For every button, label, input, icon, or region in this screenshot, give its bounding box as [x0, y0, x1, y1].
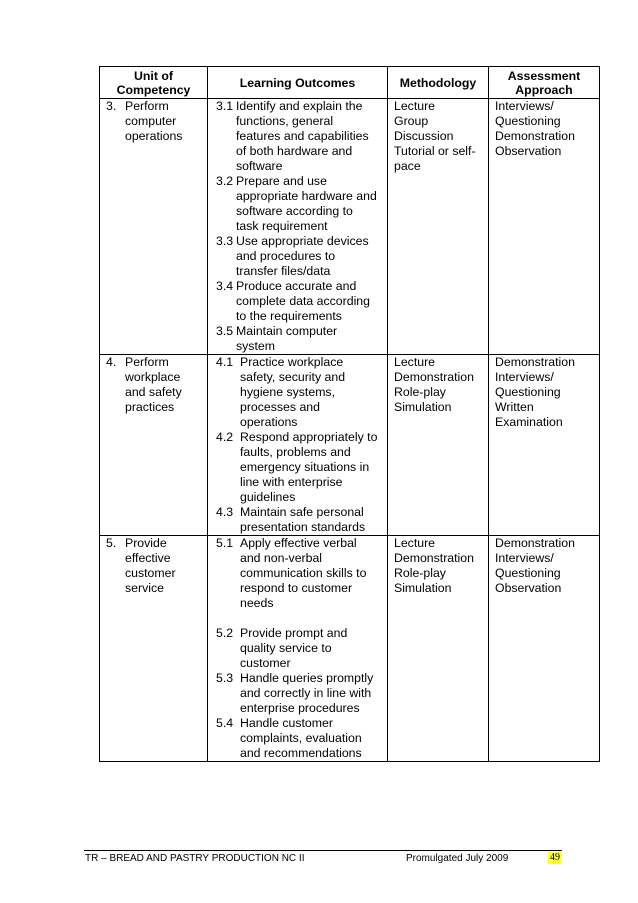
methodology-item: Lecture: [394, 536, 436, 550]
assessment-approach-cell: [489, 355, 600, 536]
assessment-item: Interviews/ Questioning: [495, 99, 561, 128]
learning-outcome-item: [216, 355, 387, 430]
outcome-number: 4.1: [216, 355, 234, 369]
methodology-item: Role-play: [394, 385, 446, 399]
outcome-text: Apply effective verbal and non-verbal communication skills to respond to customer needs: [240, 536, 367, 610]
outcome-number: 4.3: [216, 505, 234, 519]
assessment-item: Observation: [495, 581, 562, 595]
assessment-item: Interviews/ Questioning: [495, 551, 561, 580]
methodology-item: Tutorial or self- pace: [394, 144, 476, 173]
outcome-text: Maintain safe personal presentation standards: [240, 505, 366, 534]
methodology-item: Demonstration: [394, 370, 474, 384]
unit-number: 4.: [106, 355, 117, 369]
assessment-approach-cell: [489, 99, 600, 355]
unit-name: Perform workplace and safety practices: [125, 355, 182, 414]
methodology-item: Group Discussion: [394, 114, 454, 143]
learning-outcome-item: [216, 234, 387, 279]
learning-outcome-item: [216, 626, 387, 671]
footer-promulgated: Promulgated July 2009: [406, 853, 509, 864]
outcome-number: 5.4: [216, 716, 234, 730]
methodology-cell: [388, 536, 489, 762]
learning-outcome-item: [216, 505, 387, 535]
assessment-item: Demonstration: [495, 129, 575, 143]
learning-outcome-item: [216, 99, 387, 174]
methodology-item: Demonstration: [394, 551, 474, 565]
learning-outcome-item: [216, 430, 387, 505]
footer-rule: [84, 850, 562, 851]
unit-number: 3.: [106, 99, 117, 113]
header-assessment-approach: Assessment Approach: [489, 67, 600, 99]
unit-name: Perform computer operations: [125, 99, 183, 143]
methodology-item: Simulation: [394, 581, 452, 595]
table-row: [100, 99, 600, 355]
outcome-number: 3.5: [216, 324, 234, 338]
outcome-number: 3.2: [216, 174, 234, 188]
outcome-number: 5.1: [216, 536, 234, 550]
outcome-text: Handle queries promptly and correctly in line with enterprise procedures: [240, 671, 374, 715]
methodology-item: Role-play: [394, 566, 446, 580]
learning-outcomes-cell: [208, 536, 388, 762]
assessment-item: Demonstration: [495, 536, 575, 550]
unit-of-competency-cell: [100, 355, 208, 536]
page-number: 49: [550, 852, 560, 863]
table-header-row: [100, 67, 600, 99]
assessment-item: Observation: [495, 144, 562, 158]
header-unit-of-competency: Unit of Competency: [100, 67, 208, 99]
learning-outcome-item: [216, 174, 387, 234]
outcome-text: Maintain computer system: [236, 324, 338, 353]
outcome-text: Practice workplace safety, security and hygiene systems, processes and operations: [240, 355, 346, 429]
learning-outcomes-cell: [208, 99, 388, 355]
outcome-text: Prepare and use appropriate hardware and software according to task requirement: [236, 174, 377, 233]
header-learning-outcomes: Learning Outcomes: [208, 67, 388, 99]
outcome-text: Produce accurate and complete data according to the requirements: [236, 279, 370, 323]
learning-outcome-item: [216, 536, 387, 611]
competency-table: [99, 66, 600, 762]
outcome-text: Identify and explain the functions, general features and capabilities of both hardware and software: [236, 99, 369, 173]
outcome-number: 3.1: [216, 99, 234, 113]
outcome-number: 4.2: [216, 430, 234, 444]
outcome-text: Respond appropriately to faults, problems and emergency situations in line with enterprise guidelines: [240, 430, 378, 504]
outcome-text: Use appropriate devices and procedures to transfer files/data: [236, 234, 369, 278]
assessment-approach-cell: [489, 536, 600, 762]
footer-title: TR – BREAD AND PASTRY PRODUCTION NC II: [85, 853, 305, 864]
assessment-item: Interviews/ Questioning: [495, 370, 561, 399]
unit-number: 5.: [106, 536, 117, 550]
learning-outcome-item: [216, 279, 387, 324]
learning-outcomes-cell: [208, 355, 388, 536]
methodology-item: Lecture: [394, 99, 436, 113]
outcome-text: Handle customer complaints, evaluation and recommendations: [240, 716, 362, 760]
unit-name: Provide effective customer service: [125, 536, 176, 595]
outcome-number: 3.4: [216, 279, 234, 293]
outcome-number: 5.2: [216, 626, 234, 640]
outcome-number: 5.3: [216, 671, 234, 685]
table-row: [100, 355, 600, 536]
assessment-item: Demonstration: [495, 355, 575, 369]
methodology-item: Lecture: [394, 355, 436, 369]
table-row: [100, 536, 600, 762]
learning-outcome-item: [216, 716, 387, 761]
unit-of-competency-cell: [100, 536, 208, 762]
outcome-number: 3.3: [216, 234, 234, 248]
methodology-item: Simulation: [394, 400, 452, 414]
assessment-item: Written Examination: [495, 400, 563, 429]
header-methodology: Methodology: [388, 67, 489, 99]
methodology-cell: [388, 355, 489, 536]
outcome-text: Provide prompt and quality service to customer: [240, 626, 348, 670]
learning-outcome-item: [216, 324, 387, 354]
unit-of-competency-cell: [100, 99, 208, 355]
learning-outcome-item: [216, 671, 387, 716]
methodology-cell: [388, 99, 489, 355]
